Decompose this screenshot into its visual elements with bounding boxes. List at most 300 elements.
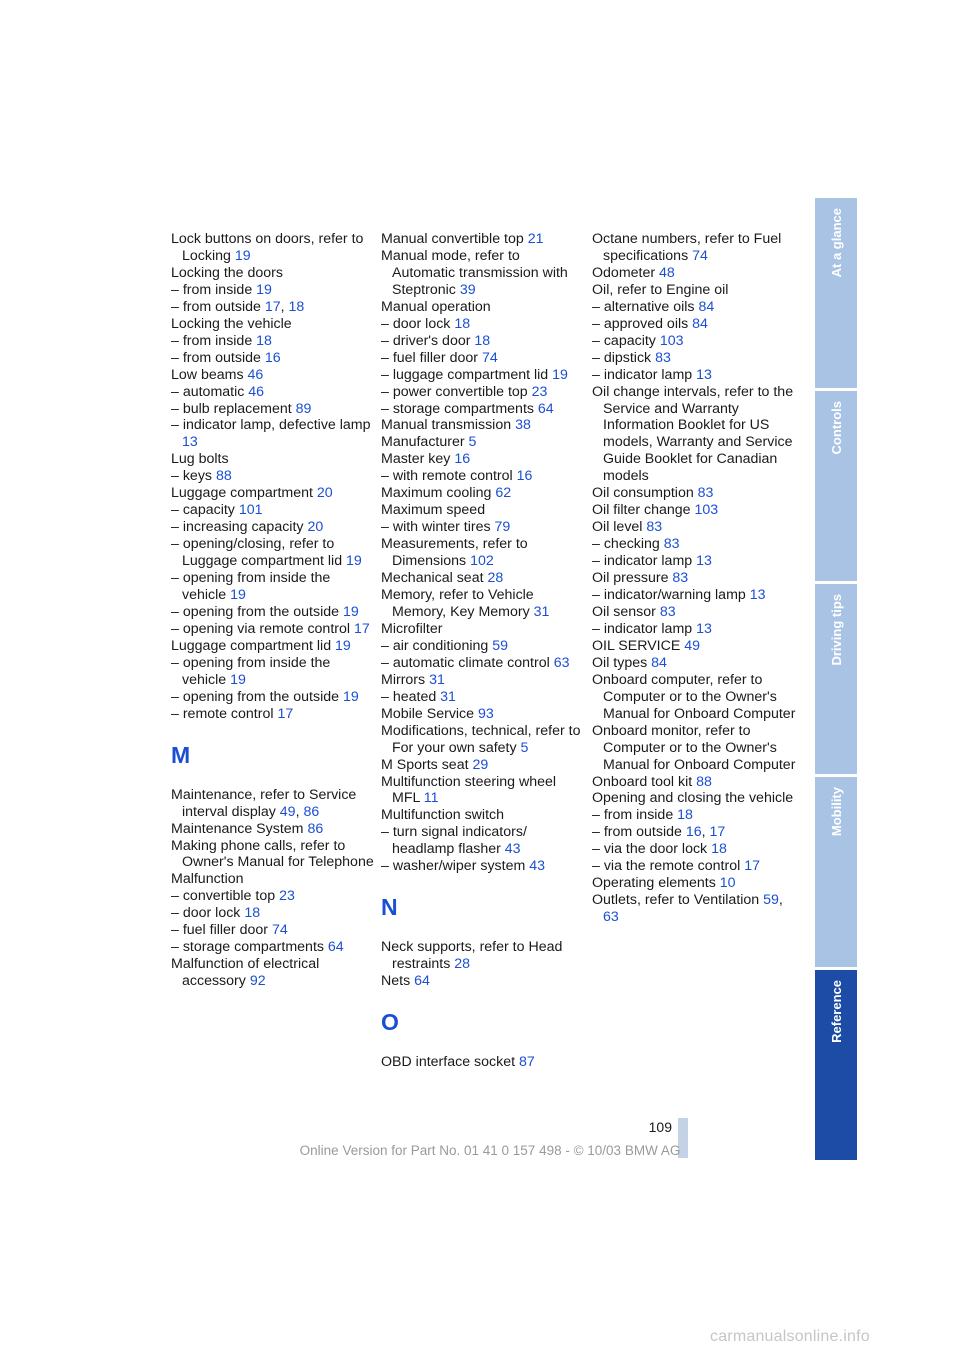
index-entry bbox=[381, 367, 586, 384]
chapter-tab-label: Driving tips bbox=[828, 594, 844, 666]
index-entry-text: Maximum cooling bbox=[381, 485, 496, 502]
index-entry bbox=[592, 485, 797, 502]
index-entry bbox=[592, 807, 797, 824]
index-entry bbox=[592, 723, 797, 774]
page-reference-link[interactable]: 46 bbox=[248, 383, 265, 400]
index-entry-text: Onboard tool kit bbox=[592, 773, 697, 790]
page-reference-link[interactable]: 13 bbox=[749, 587, 766, 604]
page-reference-link[interactable]: 83 bbox=[659, 603, 676, 620]
index-entry-text: – keys bbox=[171, 468, 216, 485]
index-entry bbox=[381, 350, 586, 367]
chapter-tab-controls[interactable] bbox=[815, 391, 857, 581]
index-entry-text: – indicator lamp bbox=[592, 620, 697, 637]
page-reference-link[interactable]: 49 bbox=[684, 637, 701, 654]
page-reference-link[interactable]: 103 bbox=[694, 502, 719, 519]
index-entry bbox=[592, 350, 797, 367]
index-entry bbox=[171, 231, 376, 265]
index-entry bbox=[592, 502, 797, 519]
index-entry: Outlets, refer to Ventilation 59, 63 bbox=[592, 892, 783, 926]
index-entry-text: – indicator lamp bbox=[592, 366, 697, 383]
page-reference-link[interactable]: 39 bbox=[459, 281, 476, 298]
index-entry bbox=[381, 672, 586, 689]
index-entry-text: Opening and closing the vehicle bbox=[592, 790, 794, 807]
index-entry-text: – luggage compartment lid bbox=[381, 366, 553, 383]
index-entry bbox=[381, 451, 586, 468]
index-entry bbox=[592, 841, 797, 858]
index-entry bbox=[381, 417, 586, 434]
index-entry: – from outside 17, 18 bbox=[171, 298, 305, 315]
index-entry bbox=[381, 587, 586, 621]
index-entry bbox=[592, 299, 797, 316]
index-entry-text: – remote control bbox=[171, 705, 278, 722]
index-entry bbox=[171, 367, 376, 384]
page-reference-link[interactable]: 43 bbox=[529, 858, 546, 875]
index-entry-text: M Sports seat bbox=[381, 756, 473, 773]
index-entry bbox=[171, 638, 376, 655]
index-entry-text: Making phone calls, refer to Owner's Manual for Telephone bbox=[171, 837, 374, 871]
index-entry-text: – from outside bbox=[171, 349, 265, 366]
index-entry-text: Locking the doors bbox=[171, 264, 283, 281]
page-reference-link[interactable]: 18 bbox=[677, 807, 693, 824]
index-entry-text: – from inside bbox=[171, 281, 257, 298]
page-reference-link[interactable]: 29 bbox=[472, 756, 489, 773]
watermark: carmanualsonline.info bbox=[710, 1328, 870, 1345]
index-column-2 bbox=[381, 231, 586, 1071]
index-entry-text: Oil level bbox=[592, 519, 647, 536]
page-reference-link[interactable]: 13 bbox=[696, 620, 712, 637]
page-reference-link[interactable]: 19 bbox=[230, 587, 246, 604]
index-entry bbox=[592, 316, 797, 333]
chapter-tab-reference[interactable] bbox=[815, 970, 857, 1160]
index-entry bbox=[592, 790, 797, 807]
index-entry bbox=[171, 485, 376, 502]
index-entry bbox=[592, 638, 797, 655]
index-entry-text: – washer/wiper system bbox=[381, 858, 530, 875]
page-reference-link[interactable]: 17 bbox=[277, 705, 294, 722]
page-reference-link[interactable]: 13 bbox=[696, 366, 712, 383]
index-entry-text: Onboard monitor, refer to Computer or to the Owner's Manual for Onboard Computer bbox=[592, 722, 796, 773]
index-entry-text: Mechanical seat bbox=[381, 570, 488, 587]
index-entry bbox=[592, 858, 797, 875]
page-reference-link[interactable]: 17 bbox=[264, 298, 281, 315]
index-entry-text: Manual mode, refer to Automatic transmission with Steptronic bbox=[381, 247, 568, 298]
page-reference-link[interactable]: 86 bbox=[303, 803, 320, 820]
index-entry-text: – dipstick bbox=[592, 349, 656, 366]
page-reference-link[interactable]: 18 bbox=[288, 298, 305, 315]
index-entry-text: – indicator lamp, defective lamp bbox=[171, 417, 371, 434]
index-entry bbox=[171, 956, 376, 990]
index-entry bbox=[592, 570, 797, 587]
index-entry-text: Mirrors bbox=[381, 671, 430, 688]
index-entry bbox=[171, 939, 376, 956]
index-entry-text: Operating elements bbox=[592, 875, 720, 892]
index-entry-text: – door lock bbox=[381, 315, 455, 332]
index-entry bbox=[592, 875, 797, 892]
index-entry-text: Microfilter bbox=[381, 620, 443, 637]
index-entry-text: Luggage compartment bbox=[171, 485, 317, 502]
page-reference-link[interactable]: 87 bbox=[519, 1054, 535, 1071]
index-entry bbox=[381, 723, 586, 757]
index-entry bbox=[381, 536, 586, 570]
index-entry-text: – from inside bbox=[171, 332, 257, 349]
index-entry-text: – with winter tires bbox=[381, 519, 495, 536]
index-entry bbox=[592, 231, 797, 265]
index-entry bbox=[171, 384, 376, 401]
index-entry: Maintenance, refer to Service interval display 49, 86 bbox=[171, 786, 357, 820]
index-entry-text: Memory, refer to Vehicle Memory, Key Memory bbox=[381, 587, 534, 620]
page-reference-link[interactable]: 31 bbox=[533, 603, 550, 620]
index-entry-text: – indicator lamp bbox=[592, 553, 697, 570]
page-reference-link[interactable]: 102 bbox=[470, 553, 494, 570]
index-entry-text: Master key bbox=[381, 451, 455, 468]
page-reference-link[interactable]: 23 bbox=[279, 888, 295, 905]
index-entry-text: – driver's door bbox=[381, 332, 475, 349]
index-entry bbox=[171, 689, 376, 706]
index-entry bbox=[381, 248, 586, 299]
index-entry bbox=[381, 502, 586, 519]
page-reference-link[interactable]: 13 bbox=[182, 434, 198, 451]
page-reference-link[interactable]: 48 bbox=[659, 264, 675, 281]
index-entry-text: Maintenance, refer to Service interval display bbox=[171, 786, 357, 820]
index-entry bbox=[171, 706, 376, 723]
index-entry bbox=[171, 350, 376, 367]
index-entry bbox=[381, 706, 586, 723]
index-entry bbox=[381, 519, 586, 536]
index-entry bbox=[592, 655, 797, 672]
index-entry-text: Locking the vehicle bbox=[171, 315, 292, 332]
page-reference-link[interactable]: 88 bbox=[696, 773, 712, 790]
index-entry bbox=[171, 821, 376, 838]
chapter-tab-label: At a glance bbox=[828, 208, 844, 278]
index-entry-text: Onboard computer, refer to Computer or to the Owner's Manual for Onboard Computer bbox=[592, 671, 796, 722]
index-entry bbox=[381, 570, 586, 587]
index-entry-text: Oil sensor bbox=[592, 603, 660, 620]
page-reference-link[interactable]: 13 bbox=[696, 553, 712, 570]
index-entry bbox=[592, 553, 797, 570]
index-letter-heading: M bbox=[171, 741, 191, 768]
index-entry bbox=[381, 401, 586, 418]
index-entry-text: Multifunction switch bbox=[381, 807, 505, 824]
page-reference-link[interactable]: 16 bbox=[685, 824, 702, 841]
index-entry bbox=[381, 973, 586, 990]
index-entry-text: OIL SERVICE bbox=[592, 637, 685, 654]
page-reference-link[interactable]: 18 bbox=[256, 332, 272, 349]
page-reference-link[interactable]: 31 bbox=[429, 671, 445, 688]
index-entry-text: – turn signal indicators/ headlamp flasher bbox=[381, 824, 527, 858]
index-entry bbox=[592, 282, 797, 299]
index-entry bbox=[381, 638, 586, 655]
page-reference-link[interactable]: 84 bbox=[692, 315, 708, 332]
chapter-tab-driving-tips[interactable] bbox=[815, 584, 857, 774]
index-entry-text: – heated bbox=[381, 688, 441, 705]
page-reference-link[interactable]: 74 bbox=[271, 922, 288, 939]
page-reference-link[interactable]: 38 bbox=[515, 417, 531, 434]
chapter-tab-label: Mobility bbox=[828, 787, 844, 837]
page-reference-link[interactable]: 11 bbox=[423, 790, 439, 807]
index-entry-text: Oil types bbox=[592, 654, 652, 671]
index-entry bbox=[171, 536, 376, 570]
index-letter-heading: O bbox=[381, 1009, 399, 1036]
index-entry bbox=[171, 604, 376, 621]
index-entry bbox=[381, 299, 586, 316]
index-entry bbox=[171, 871, 376, 888]
index-entry-text: – air conditioning bbox=[381, 637, 493, 654]
index-entry-text: – convertible top bbox=[171, 888, 280, 905]
index-entry bbox=[381, 689, 586, 706]
index-entry-text: – automatic climate control bbox=[381, 654, 554, 671]
index-entry-text: Maximum speed bbox=[381, 502, 486, 519]
index-entry bbox=[171, 922, 376, 939]
index-entry-text: – from outside bbox=[592, 824, 686, 841]
footer-text: Online Version for Part No. 01 41 0 157 498 - © 10/03 BMW AG bbox=[299, 1143, 681, 1158]
page-reference-link[interactable]: 79 bbox=[494, 519, 511, 536]
page-reference-link[interactable]: 18 bbox=[244, 905, 261, 922]
page-reference-link[interactable]: 83 bbox=[655, 349, 671, 366]
index-entry-text: – bulb replacement bbox=[171, 400, 296, 417]
index-entry-text: – capacity bbox=[592, 332, 660, 349]
page-reference-link[interactable]: 64 bbox=[327, 939, 344, 956]
page-reference-link[interactable]: 83 bbox=[646, 519, 663, 536]
index-entry-text: Oil pressure bbox=[592, 570, 673, 587]
index-entry-text: – capacity bbox=[171, 502, 239, 519]
index-entry-text: – opening from inside the vehicle bbox=[171, 654, 331, 688]
page-reference-link[interactable]: 64 bbox=[414, 973, 430, 990]
index-entry bbox=[381, 939, 586, 973]
index-entry-text: – fuel filler door bbox=[381, 349, 482, 366]
index-entry bbox=[381, 774, 586, 808]
page-reference-link[interactable]: 16 bbox=[264, 349, 281, 366]
index-entry-text: Mobile Service bbox=[381, 705, 478, 722]
page-reference-link[interactable]: 18 bbox=[474, 332, 491, 349]
page-reference-link[interactable]: 28 bbox=[454, 956, 471, 973]
index-entry-text: Malfunction of electrical accessory bbox=[171, 956, 320, 990]
chapter-tab-at-a-glance[interactable] bbox=[815, 198, 857, 388]
page-reference-link[interactable]: 20 bbox=[316, 485, 333, 502]
index-entry-text: Measurements, refer to Dimensions bbox=[381, 536, 528, 570]
index-entry-text: – indicator/warning lamp bbox=[592, 587, 750, 604]
index-entry-text: – fuel filler door bbox=[171, 922, 272, 939]
index-entry-text: Oil consumption bbox=[592, 485, 698, 502]
index-entry-text: – storage compartments bbox=[381, 400, 538, 417]
index-entry-text: Luggage compartment lid bbox=[171, 637, 336, 654]
page-reference-link[interactable]: 19 bbox=[346, 553, 362, 570]
index-entry-text: Maintenance System bbox=[171, 820, 308, 837]
index-entry-text: Lug bolts bbox=[171, 451, 229, 468]
index-entry bbox=[171, 417, 376, 451]
index-entry bbox=[171, 265, 376, 282]
index-entry bbox=[381, 468, 586, 485]
index-entry bbox=[592, 367, 797, 384]
index-entry bbox=[592, 621, 797, 638]
index-entry bbox=[171, 451, 376, 468]
index-entry bbox=[381, 333, 586, 350]
index-entry bbox=[381, 231, 586, 248]
index-entry bbox=[171, 502, 376, 519]
index-entry bbox=[171, 468, 376, 485]
index-entry-text: – opening via remote control bbox=[171, 620, 354, 637]
page-reference-link[interactable]: 23 bbox=[531, 383, 548, 400]
index-entry bbox=[171, 519, 376, 536]
index-entry-text: – with remote control bbox=[381, 468, 517, 485]
index-letter-heading: N bbox=[381, 894, 398, 921]
page-reference-link[interactable]: 43 bbox=[504, 841, 521, 858]
index-entry-text: – power convertible top bbox=[381, 383, 532, 400]
index-entry-text: – from inside bbox=[592, 807, 678, 824]
chapter-tabs bbox=[815, 198, 857, 1160]
index-entry-text: – via the remote control bbox=[592, 858, 745, 875]
index-entry-text: – opening/closing, refer to Luggage compartment lid bbox=[171, 536, 347, 570]
page-reference-link[interactable]: 84 bbox=[651, 654, 667, 671]
index-column-1 bbox=[171, 231, 376, 990]
page-reference-link[interactable]: 16 bbox=[454, 451, 471, 468]
index-entry-text: Manual transmission bbox=[381, 417, 516, 434]
index-entry-text: – approved oils bbox=[592, 315, 693, 332]
page-reference-link[interactable]: 92 bbox=[249, 973, 266, 990]
index-entry-text: – automatic bbox=[171, 383, 249, 400]
page-reference-link[interactable]: 83 bbox=[663, 536, 680, 553]
page-reference-link[interactable]: 62 bbox=[495, 485, 512, 502]
page-reference-link[interactable]: 63 bbox=[553, 654, 570, 671]
index-column-3 bbox=[592, 231, 797, 926]
page-reference-link[interactable]: 19 bbox=[335, 637, 351, 654]
page-reference-link[interactable]: 64 bbox=[537, 400, 554, 417]
index-entry bbox=[381, 621, 586, 638]
index-entry bbox=[381, 757, 586, 774]
index-entry-text: – alternative oils bbox=[592, 298, 699, 315]
page-reference-link[interactable]: 88 bbox=[215, 468, 232, 485]
page-reference-link[interactable]: 89 bbox=[295, 400, 312, 417]
index-entry bbox=[592, 587, 797, 604]
page-reference-link[interactable]: 18 bbox=[454, 315, 471, 332]
page-number: 109 bbox=[648, 1119, 672, 1135]
index-entry-text: Oil filter change bbox=[592, 502, 695, 519]
index-entry-text: Oil change intervals, refer to the Service and Warranty Information Booklet for US models, Warranty and Service Guide Booklet for Canadian models bbox=[592, 383, 794, 485]
index-entry bbox=[381, 434, 586, 451]
page-reference-link[interactable]: 46 bbox=[247, 366, 264, 383]
page-reference-link[interactable]: 59 bbox=[763, 892, 779, 909]
page-reference-link[interactable]: 86 bbox=[307, 820, 324, 837]
chapter-tab-label: Reference bbox=[828, 980, 844, 1043]
index-entry bbox=[381, 824, 586, 858]
page-reference-link[interactable]: 28 bbox=[487, 570, 504, 587]
index-entry bbox=[592, 672, 797, 723]
index-entry bbox=[381, 485, 586, 502]
index-entry-text: Octane numbers, refer to Fuel specifications bbox=[592, 231, 782, 264]
index-entry bbox=[592, 536, 797, 553]
index-entry-text: – opening from inside the vehicle bbox=[171, 570, 331, 604]
page-reference-link[interactable]: 17 bbox=[709, 824, 726, 841]
page-reference-link[interactable]: 83 bbox=[672, 570, 689, 587]
page-reference-link[interactable]: 17 bbox=[353, 620, 370, 637]
index-entry-text: Lock buttons on doors, refer to Locking bbox=[171, 231, 364, 264]
index-entry bbox=[171, 333, 376, 350]
index-entry bbox=[171, 316, 376, 333]
index-entry bbox=[171, 655, 376, 689]
index-entry-text: Manual convertible top bbox=[381, 231, 528, 247]
page-reference-link[interactable]: 19 bbox=[552, 366, 568, 383]
page-reference-link[interactable]: 19 bbox=[230, 671, 246, 688]
chapter-tab-label: Controls bbox=[828, 401, 844, 455]
page-reference-link[interactable]: 5 bbox=[520, 739, 529, 756]
index-entry bbox=[171, 401, 376, 418]
index-entry-text: – increasing capacity bbox=[171, 519, 308, 536]
page-reference-link[interactable]: 103 bbox=[659, 332, 684, 349]
page-reference-link[interactable]: 83 bbox=[697, 485, 714, 502]
index-entry-text: Multifunction steering wheel MFL bbox=[381, 773, 557, 807]
index-entry-text: – checking bbox=[592, 536, 664, 553]
index-entry bbox=[592, 265, 797, 282]
page-reference-link[interactable]: 84 bbox=[698, 298, 715, 315]
index-entry-text: – opening from the outside bbox=[171, 688, 343, 705]
page-reference-link[interactable]: 63 bbox=[603, 909, 619, 926]
chapter-tab-mobility[interactable] bbox=[815, 777, 857, 967]
index-entry-text: – opening from the outside bbox=[171, 603, 343, 620]
page-reference-link[interactable]: 19 bbox=[234, 247, 251, 264]
page-reference-link[interactable]: 93 bbox=[478, 705, 494, 722]
page-reference-link[interactable]: 20 bbox=[307, 519, 324, 536]
index-entry bbox=[171, 621, 376, 638]
index-entry-text: Odometer bbox=[592, 264, 660, 281]
index-entry bbox=[381, 316, 586, 333]
page-reference-link[interactable]: 16 bbox=[516, 468, 533, 485]
index-entry bbox=[381, 384, 586, 401]
page-reference-link[interactable]: 19 bbox=[342, 603, 359, 620]
index-entry-text: – via the door lock bbox=[592, 841, 712, 858]
index-entry bbox=[592, 604, 797, 621]
index-entry bbox=[171, 282, 376, 299]
index-entry bbox=[592, 333, 797, 350]
page-reference-link[interactable]: 59 bbox=[492, 637, 508, 654]
page-reference-link[interactable]: 5 bbox=[468, 434, 477, 451]
page-reference-link[interactable]: 74 bbox=[692, 247, 708, 264]
index-entry bbox=[592, 519, 797, 536]
page-reference-link[interactable]: 74 bbox=[481, 349, 498, 366]
page-reference-link[interactable]: 19 bbox=[342, 688, 359, 705]
index-entry-text: Nets bbox=[381, 973, 415, 990]
page-reference-link[interactable]: 19 bbox=[256, 281, 272, 298]
index-entry-text: Manufacturer bbox=[381, 434, 469, 451]
index-entry bbox=[171, 888, 376, 905]
index-entry-text: Manual operation bbox=[381, 298, 491, 315]
index-entry: – from outside 16, 17 bbox=[592, 824, 726, 841]
index-entry bbox=[171, 905, 376, 922]
index-entry bbox=[592, 384, 797, 486]
index-entry-text: Modifications, technical, refer to For your own safety bbox=[381, 722, 581, 756]
index-entry-text: – from outside bbox=[171, 298, 265, 315]
page-reference-link[interactable]: 21 bbox=[527, 231, 544, 247]
index-entry-text: Oil, refer to Engine oil bbox=[592, 281, 729, 298]
index-entry bbox=[381, 807, 586, 824]
index-entry-text: Neck supports, refer to Head restraints bbox=[381, 939, 563, 973]
page-reference-link[interactable]: 17 bbox=[744, 858, 760, 875]
index-entry-text: Outlets, refer to Ventilation bbox=[592, 892, 764, 909]
index-entry bbox=[381, 655, 586, 672]
index-entry bbox=[171, 838, 376, 872]
index-entry-text: – storage compartments bbox=[171, 939, 328, 956]
index-entry-text: Low beams bbox=[171, 366, 248, 383]
page-reference-link[interactable]: 18 bbox=[711, 841, 727, 858]
page-reference-link[interactable]: 10 bbox=[719, 875, 736, 892]
index-entry bbox=[381, 1054, 586, 1071]
page-reference-link[interactable]: 31 bbox=[440, 688, 456, 705]
index-entry bbox=[381, 858, 586, 875]
index-entry-text: OBD interface socket bbox=[381, 1054, 519, 1071]
index-entry-text: Malfunction bbox=[171, 871, 244, 888]
index-entry bbox=[592, 774, 797, 791]
index-entry bbox=[171, 570, 376, 604]
page-reference-link[interactable]: 49 bbox=[279, 803, 296, 820]
page-reference-link[interactable]: 101 bbox=[238, 502, 263, 519]
